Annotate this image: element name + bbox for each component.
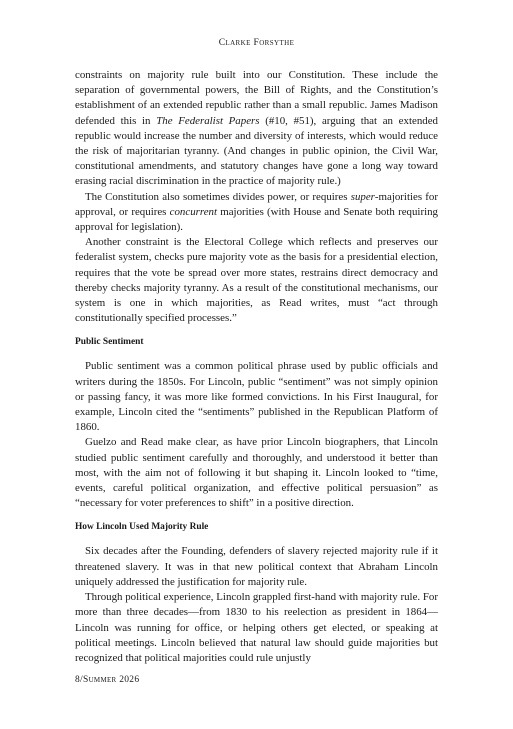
running-head: Clarke Forsythe (218, 38, 295, 48)
article-body (75, 68, 438, 666)
page-folio: 8/Summer 2026 (75, 675, 140, 685)
paragraph: Through political experience, Lincoln grappled first-hand with majority rule. For more than three decades—from 1830 to his reelection as president in 1864—Lincoln was running for office, or helping others get elected, or speaking at political meetings. Lincoln believed that natural law should guide majorities but recognized that political majorities could rule unjustly (75, 591, 438, 664)
section-heading-public-sentiment: Public Sentiment (75, 337, 144, 348)
paragraph: constraints on majority rule built into our Constitution. These include the separation of governmental powers, the Bill of Rights, and the Constitution’s establishment of an extended republic rather than a small republic. James Madison defended this in The Federalist Papers (#10, #51), arguing that an extended republic would increase the number and diversity of interests, which would reduce the risk of majoritarian tyranny. (And changes in public opinion, the Civil War, constitutional amendments, and statutory changes have gone a long way toward erasing racial discrimination in the practice of majority rule.) (75, 69, 438, 188)
paragraph: Another constraint is the Electoral College which reflects and preserves our federalist system, checks pure majority vote as the basis for a presidential election, requires that the vote be spread over more states, restrains direct democracy and thereby checks majority tyranny. As a result of the constitutional mechanisms, our system is one in which majorities, as Read writes, must “act through constitutionally specified processes.” (75, 236, 438, 325)
paragraph: Six decades after the Founding, defenders of slavery rejected majority rule if it threatened slavery. It was in that new political context that Abraham Lincoln uniquely addressed the justification for majority rule. (75, 545, 438, 588)
paragraph: Public sentiment was a common political phrase used by public officials and writers during the 1850s. For Lincoln, public “sentiment” was not simply opinion or passing fancy, it was more like formed convictions. In his First Inaugural, for example, Lincoln cited the “sentiments” published in the Republican Platform of 1860. (75, 360, 438, 434)
section-heading-majority-rule: How Lincoln Used Majority Rule (75, 522, 209, 533)
paragraph: Guelzo and Read make clear, as have prior Lincoln biographers, that Lincoln studied public sentiment carefully and thoroughly, and understood it better than most, with the aim not of following it but shaping it. Lincoln looked to “time, events, careful political organization, and effective political persuasion” as “necessary for voter preferences to shift” in a positive direction. (75, 436, 438, 510)
paragraph: The Constitution also sometimes divides power, or requires super-majorities for approval, or requires concurrent majorities (with House and Senate both requiring approval for legislation). (75, 190, 438, 234)
